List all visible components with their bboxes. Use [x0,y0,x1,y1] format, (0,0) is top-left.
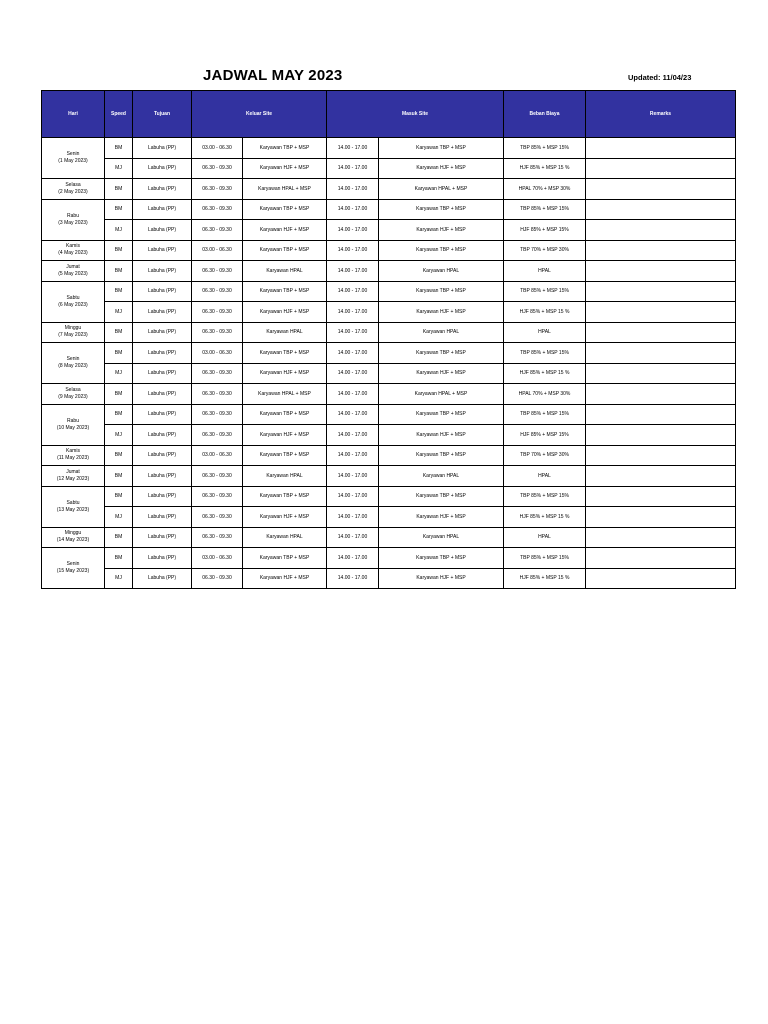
day-date: (7 May 2023) [58,332,88,339]
table-row [42,220,736,241]
cell-masuk-time: 14.00 - 17.00 [327,425,379,446]
page-title: JADWAL MAY 2023 [203,67,343,84]
table-row [42,158,736,179]
day-name: Sabtu [66,294,80,301]
cell-masuk-time: 14.00 - 17.00 [327,199,379,220]
header-tujuan: Tujuan [133,91,192,138]
day-date: (11 May 2023) [57,455,89,462]
cell-hari [42,240,105,261]
cell-speed: BM [105,281,133,302]
cell-masuk-time: 14.00 - 17.00 [327,302,379,323]
day-name: Selasa [65,386,81,393]
header-beban-biaya: Beban Biaya [504,91,586,138]
day-date: (15 May 2023) [56,568,90,574]
cell-speed: BM [105,466,133,487]
cell-speed: BM [105,548,133,569]
cell-speed: MJ [105,302,133,323]
cell-masuk-who: Karyawan HJF + MSP [379,302,504,323]
day-date: (12 May 2023) [56,475,90,482]
cell-keluar-time: 03.00 - 06.30 [192,548,243,569]
day-name: Senin [66,151,80,157]
cell-speed: BM [105,179,133,200]
cell-tujuan: Labuha (PP) [133,548,192,569]
cell-masuk-time: 14.00 - 17.00 [327,445,379,466]
cell-keluar-who: Karyawan TBP + MSP [243,404,327,425]
cell-beban-biaya: HJF 85% + MSP 15 % [504,363,586,384]
cell-beban-biaya: HJF 85% + MSP 15 % [504,507,586,528]
table-row [42,568,736,589]
updated-date: Updated: 11/04/23 [628,73,692,82]
cell-remarks [586,404,736,425]
cell-tujuan: Labuha (PP) [133,199,192,220]
cell-hari [42,527,105,548]
cell-remarks [586,507,736,528]
day-date: (8 May 2023) [58,363,88,369]
day-name: Kamis [66,243,80,250]
cell-hari [42,445,105,466]
cell-masuk-time: 14.00 - 17.00 [327,138,379,159]
cell-masuk-time: 14.00 - 17.00 [327,281,379,302]
cell-beban-biaya: TBP 85% + MSP 15% [504,138,586,159]
cell-remarks [586,322,736,343]
cell-remarks [586,445,736,466]
cell-beban-biaya: HPAL 70% + MSP 30% [504,179,586,200]
cell-tujuan: Labuha (PP) [133,568,192,589]
cell-beban-biaya: HPAL [504,527,586,548]
cell-beban-biaya: HPAL [504,322,586,343]
schedule-body [42,138,736,589]
day-name: Jumat [66,468,80,475]
cell-keluar-time: 06.30 - 09.30 [192,527,243,548]
day-date: (9 May 2023) [58,393,88,400]
cell-speed: MJ [105,568,133,589]
cell-speed: MJ [105,507,133,528]
cell-masuk-who: Karyawan TBP + MSP [379,343,504,364]
table-row [42,363,736,384]
cell-hari [42,322,105,343]
cell-masuk-time: 14.00 - 17.00 [327,548,379,569]
day-name: Senin [66,561,80,567]
cell-remarks [586,179,736,200]
day-date: (14 May 2023) [56,537,90,544]
day-name: Rabu [67,417,79,424]
cell-beban-biaya: TBP 70% + MSP 30% [504,240,586,261]
cell-masuk-who: Karyawan HPAL [379,527,504,548]
day-name: Senin [66,356,80,362]
cell-speed: MJ [105,158,133,179]
cell-speed: BM [105,261,133,282]
table-row [42,199,736,220]
cell-masuk-time: 14.00 - 17.00 [327,404,379,425]
cell-remarks [586,158,736,179]
cell-keluar-who: Karyawan TBP + MSP [243,486,327,507]
cell-masuk-who: Karyawan TBP + MSP [379,548,504,569]
cell-keluar-who: Karyawan HJF + MSP [243,302,327,323]
day-date: (5 May 2023) [58,270,88,277]
cell-remarks [586,302,736,323]
day-date: (1 May 2023) [58,158,88,164]
cell-masuk-time: 14.00 - 17.00 [327,322,379,343]
cell-masuk-time: 14.00 - 17.00 [327,179,379,200]
cell-remarks [586,261,736,282]
cell-speed: BM [105,199,133,220]
cell-tujuan: Labuha (PP) [133,261,192,282]
cell-masuk-who: Karyawan HJF + MSP [379,425,504,446]
cell-speed: BM [105,240,133,261]
table-row [42,425,736,446]
cell-keluar-who: Karyawan HJF + MSP [243,363,327,384]
cell-keluar-who: Karyawan TBP + MSP [243,445,327,466]
cell-keluar-time: 06.30 - 09.30 [192,384,243,405]
cell-beban-biaya: TBP 85% + MSP 15% [504,199,586,220]
cell-hari [42,138,105,179]
cell-remarks [586,466,736,487]
cell-speed: BM [105,343,133,364]
cell-keluar-who: Karyawan HPAL [243,261,327,282]
cell-keluar-who: Karyawan HJF + MSP [243,220,327,241]
cell-tujuan: Labuha (PP) [133,527,192,548]
cell-keluar-who: Karyawan HJF + MSP [243,158,327,179]
cell-speed: MJ [105,220,133,241]
cell-speed: MJ [105,363,133,384]
cell-masuk-time: 14.00 - 17.00 [327,507,379,528]
table-row [42,302,736,323]
cell-tujuan: Labuha (PP) [133,322,192,343]
cell-keluar-who: Karyawan HPAL + MSP [243,179,327,200]
day-date: (3 May 2023) [58,219,88,226]
cell-keluar-time: 03.00 - 06.30 [192,445,243,466]
table-row [42,466,736,487]
cell-tujuan: Labuha (PP) [133,281,192,302]
cell-hari [42,179,105,200]
day-date: (6 May 2023) [58,301,88,308]
cell-speed: BM [105,527,133,548]
cell-keluar-who: Karyawan TBP + MSP [243,240,327,261]
table-row [42,179,736,200]
cell-tujuan: Labuha (PP) [133,240,192,261]
cell-masuk-who: Karyawan HPAL + MSP [379,384,504,405]
cell-masuk-who: Karyawan HJF + MSP [379,158,504,179]
cell-masuk-who: Karyawan HJF + MSP [379,363,504,384]
cell-keluar-time: 03.00 - 06.30 [192,343,243,364]
cell-tujuan: Labuha (PP) [133,343,192,364]
cell-speed: BM [105,486,133,507]
table-row [42,261,736,282]
cell-masuk-who: Karyawan TBP + MSP [379,281,504,302]
cell-keluar-who: Karyawan TBP + MSP [243,199,327,220]
cell-keluar-who: Karyawan TBP + MSP [243,548,327,569]
table-row [42,138,736,159]
cell-masuk-who: Karyawan TBP + MSP [379,138,504,159]
cell-beban-biaya: TBP 85% + MSP 15% [504,548,586,569]
day-name: Rabu [67,212,79,219]
table-row [42,507,736,528]
cell-masuk-time: 14.00 - 17.00 [327,261,379,282]
cell-masuk-time: 14.00 - 17.00 [327,343,379,364]
cell-remarks [586,568,736,589]
cell-keluar-who: Karyawan HPAL [243,527,327,548]
cell-speed: BM [105,138,133,159]
cell-keluar-who: Karyawan HPAL + MSP [243,384,327,405]
cell-remarks [586,343,736,364]
cell-remarks [586,486,736,507]
cell-remarks [586,281,736,302]
cell-beban-biaya: TBP 85% + MSP 15% [504,404,586,425]
day-name: Jumat [66,263,80,270]
cell-masuk-who: Karyawan TBP + MSP [379,404,504,425]
cell-tujuan: Labuha (PP) [133,404,192,425]
table-row [42,486,736,507]
cell-keluar-time: 06.30 - 09.30 [192,179,243,200]
table-row [42,527,736,548]
cell-remarks [586,527,736,548]
cell-remarks [586,220,736,241]
day-date: (2 May 2023) [58,188,88,195]
day-name: Minggu [64,530,82,537]
cell-hari [42,281,105,322]
cell-remarks [586,199,736,220]
cell-speed: BM [105,384,133,405]
cell-speed: MJ [105,425,133,446]
cell-keluar-time: 06.30 - 09.30 [192,425,243,446]
table-row [42,445,736,466]
cell-remarks [586,548,736,569]
cell-masuk-time: 14.00 - 17.00 [327,568,379,589]
cell-keluar-time: 06.30 - 09.30 [192,220,243,241]
cell-beban-biaya: HPAL [504,261,586,282]
cell-beban-biaya: HJF 85% + MSP 15% [504,220,586,241]
table-row [42,343,736,364]
cell-keluar-who: Karyawan HJF + MSP [243,568,327,589]
table-row [42,384,736,405]
cell-keluar-who: Karyawan HPAL [243,322,327,343]
cell-tujuan: Labuha (PP) [133,384,192,405]
cell-masuk-who: Karyawan TBP + MSP [379,199,504,220]
cell-tujuan: Labuha (PP) [133,220,192,241]
cell-beban-biaya: HJF 85% + MSP 15 % [504,568,586,589]
cell-keluar-time: 06.30 - 09.30 [192,199,243,220]
cell-keluar-time: 06.30 - 09.30 [192,158,243,179]
header-speed: Speed [105,91,133,138]
cell-speed: BM [105,322,133,343]
cell-tujuan: Labuha (PP) [133,507,192,528]
day-date: (10 May 2023) [56,424,90,431]
cell-masuk-who: Karyawan HPAL + MSP [379,179,504,200]
cell-masuk-time: 14.00 - 17.00 [327,384,379,405]
schedule-table [41,90,736,589]
day-date: (4 May 2023) [58,250,88,257]
header-remarks: Remarks [586,91,736,138]
header-keluar-site: Keluar Site [192,91,327,138]
cell-keluar-who: Karyawan HPAL [243,466,327,487]
cell-speed: BM [105,404,133,425]
cell-hari [42,486,105,527]
cell-keluar-time: 06.30 - 09.30 [192,322,243,343]
cell-masuk-who: Karyawan HJF + MSP [379,507,504,528]
table-row [42,240,736,261]
cell-hari [42,199,105,240]
cell-remarks [586,363,736,384]
cell-keluar-time: 06.30 - 09.30 [192,261,243,282]
day-name: Sabtu [66,499,80,506]
cell-keluar-who: Karyawan HJF + MSP [243,425,327,446]
cell-masuk-who: Karyawan HJF + MSP [379,220,504,241]
table-row [42,281,736,302]
cell-tujuan: Labuha (PP) [133,445,192,466]
cell-beban-biaya: HPAL [504,466,586,487]
cell-tujuan: Labuha (PP) [133,179,192,200]
cell-remarks [586,138,736,159]
cell-hari [42,261,105,282]
cell-keluar-time: 03.00 - 06.30 [192,240,243,261]
header-masuk-site: Masuk Site [327,91,504,138]
cell-keluar-who: Karyawan HJF + MSP [243,507,327,528]
cell-keluar-time: 06.30 - 09.30 [192,363,243,384]
cell-beban-biaya: HJF 85% + MSP 15% [504,425,586,446]
cell-hari [42,384,105,405]
cell-hari [42,404,105,445]
cell-beban-biaya: HPAL 70% + MSP 30% [504,384,586,405]
cell-beban-biaya: TBP 85% + MSP 15% [504,486,586,507]
cell-masuk-who: Karyawan TBP + MSP [379,240,504,261]
cell-keluar-who: Karyawan TBP + MSP [243,343,327,364]
cell-beban-biaya: HJF 85% + MSP 15 % [504,158,586,179]
cell-hari [42,466,105,487]
header-row [42,91,736,138]
cell-masuk-time: 14.00 - 17.00 [327,527,379,548]
cell-masuk-who: Karyawan HPAL [379,466,504,487]
cell-masuk-who: Karyawan TBP + MSP [379,486,504,507]
cell-beban-biaya: HJF 85% + MSP 15 % [504,302,586,323]
table-row [42,548,736,569]
cell-tujuan: Labuha (PP) [133,486,192,507]
cell-beban-biaya: TBP 85% + MSP 15% [504,343,586,364]
cell-keluar-time: 06.30 - 09.30 [192,568,243,589]
cell-keluar-who: Karyawan TBP + MSP [243,281,327,302]
day-name: Minggu [64,325,82,332]
day-date: (13 May 2023) [56,506,90,513]
cell-masuk-time: 14.00 - 17.00 [327,363,379,384]
cell-remarks [586,384,736,405]
cell-speed: BM [105,445,133,466]
cell-keluar-time: 06.30 - 09.30 [192,466,243,487]
day-name: Selasa [65,181,81,188]
cell-masuk-time: 14.00 - 17.00 [327,240,379,261]
cell-keluar-time: 06.30 - 09.30 [192,507,243,528]
cell-beban-biaya: TBP 70% + MSP 30% [504,445,586,466]
cell-tujuan: Labuha (PP) [133,466,192,487]
cell-keluar-time: 03.00 - 06.30 [192,138,243,159]
cell-masuk-time: 14.00 - 17.00 [327,158,379,179]
cell-hari [42,343,105,384]
cell-remarks [586,425,736,446]
cell-tujuan: Labuha (PP) [133,425,192,446]
cell-masuk-who: Karyawan HPAL [379,322,504,343]
cell-keluar-time: 06.30 - 09.30 [192,281,243,302]
cell-keluar-who: Karyawan TBP + MSP [243,138,327,159]
cell-masuk-time: 14.00 - 17.00 [327,466,379,487]
cell-beban-biaya: TBP 85% + MSP 15% [504,281,586,302]
cell-masuk-who: Karyawan HJF + MSP [379,568,504,589]
header-hari: Hari [42,91,105,138]
cell-hari [42,548,105,589]
table-row [42,322,736,343]
cell-keluar-time: 06.30 - 09.30 [192,302,243,323]
cell-remarks [586,240,736,261]
cell-tujuan: Labuha (PP) [133,158,192,179]
cell-masuk-time: 14.00 - 17.00 [327,486,379,507]
cell-masuk-who: Karyawan TBP + MSP [379,445,504,466]
cell-masuk-who: Karyawan HPAL [379,261,504,282]
cell-tujuan: Labuha (PP) [133,302,192,323]
cell-tujuan: Labuha (PP) [133,138,192,159]
cell-keluar-time: 06.30 - 09.30 [192,404,243,425]
cell-keluar-time: 06.30 - 09.30 [192,486,243,507]
table-row [42,404,736,425]
cell-masuk-time: 14.00 - 17.00 [327,220,379,241]
day-name: Kamis [66,448,80,455]
cell-tujuan: Labuha (PP) [133,363,192,384]
